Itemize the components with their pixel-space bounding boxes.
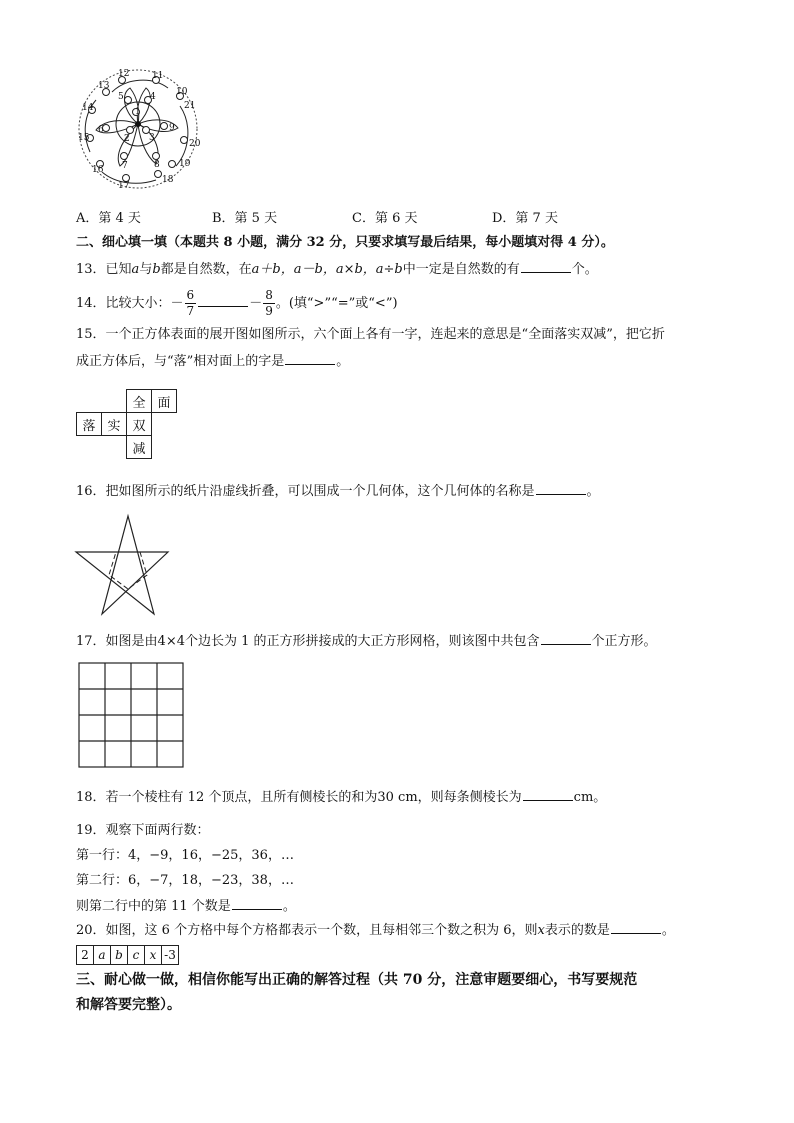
wheel-label-9: 9	[169, 123, 175, 133]
wheel-label-17: 17	[118, 181, 130, 191]
cube-face-mian: 面	[152, 390, 177, 413]
q13-post: 个。	[571, 262, 598, 277]
q20-post: 。	[661, 923, 675, 938]
q15-line2-post: 。	[336, 354, 350, 369]
q13	[76, 260, 598, 279]
q20-cell-4: c	[128, 946, 145, 965]
q19-ask	[76, 897, 296, 916]
wheel-label-7: 7	[122, 161, 128, 171]
choice-c: C．第 6 天	[352, 211, 418, 226]
wheel-label-21: 21	[184, 101, 196, 111]
section2-heading: 二、细心填一填（本题共 8 小题，满分 32 分，只要求填写最后结果，每小题填对得 4 分）。	[76, 235, 614, 250]
wheel-label-5: 5	[118, 92, 124, 102]
q20-cell-3: b	[111, 946, 128, 965]
wheel-label-11: 11	[152, 71, 164, 81]
q20	[76, 921, 675, 940]
q19-row2: 第二行：6，−7，18，−23，38，…	[76, 873, 294, 888]
q16-pre: 16．把如图所示的纸片沿虚线折叠，可以围成一个几何体，这个几何体的名称是	[76, 484, 535, 499]
q14-denominator-1: 7	[186, 304, 195, 318]
wheel-label-1: 1	[135, 107, 141, 117]
choice-d: D．第 7 天	[492, 211, 558, 226]
cube-face-luo: 落	[77, 413, 102, 436]
q20-var-x: x	[537, 923, 545, 938]
cube-face-jian: 减	[127, 436, 152, 459]
section3-line2: 和解答要完整）。	[76, 997, 181, 1013]
grid-4x4-diagram	[78, 662, 186, 770]
cube-face-quan: 全	[127, 390, 152, 413]
wheel-label-3: 3	[149, 133, 155, 143]
wheel-label-6: 6	[98, 125, 104, 135]
cube-face-shi: 实	[102, 413, 127, 436]
q17-expr: 4×4	[157, 634, 185, 649]
q15-line2	[76, 352, 349, 371]
q14-post: 。(填“>”“=”或“<”)	[275, 296, 398, 311]
q16	[76, 482, 600, 501]
q17-answer-blank[interactable]	[541, 632, 591, 645]
choice-b: B．第 5 天	[212, 211, 278, 226]
q14	[76, 286, 398, 322]
q15-line2-pre: 成正方体后，与“落”相对面上的字是	[76, 354, 285, 369]
q17-post: 个正方形。	[591, 634, 657, 649]
q20-cell-5: x	[145, 946, 162, 965]
q17-mid: 个边长为 1 的正方形拼接成的大正方形网格，则该图中共包含	[184, 634, 540, 649]
q16-post: 。	[586, 484, 600, 499]
cube-net	[76, 389, 177, 459]
q20-cell-6: -3	[162, 946, 179, 965]
q14-mid: －	[249, 296, 263, 311]
q13-mid3: 中一定是自然数的有	[402, 262, 520, 277]
q14-answer-blank[interactable]	[198, 294, 248, 307]
wheel-label-18: 18	[162, 175, 174, 185]
q18	[76, 788, 606, 807]
q20-mid: 表示的数是	[544, 923, 610, 938]
q17-pre: 17．如图是由	[76, 634, 158, 649]
wheel-label-19: 19	[179, 159, 191, 169]
q18-pre: 18．若一个棱柱有 12 个顶点，且所有侧棱长的和为	[76, 790, 378, 805]
q19-ask-post: 。	[282, 899, 296, 914]
wheel-label-8: 8	[154, 160, 160, 170]
q19-row1: 第一行：4，−9，16，−25，36，…	[76, 848, 294, 863]
q14-fraction-1	[185, 288, 197, 319]
q17	[76, 632, 657, 651]
q20-sequence-table	[76, 945, 179, 965]
wheel-label-2: 2	[124, 134, 130, 144]
wheel-label-14: 14	[82, 103, 94, 113]
q18-value: 30 cm	[377, 790, 418, 805]
q20-pre: 20．如图，这 6 个方格中每个方格都表示一个数，且每相邻三个数之积为 6，则	[76, 923, 538, 938]
wheel-label-20: 20	[189, 139, 201, 149]
wheel-label-4: 4	[150, 92, 156, 102]
q13-mid1: 与	[139, 262, 153, 277]
q14-numerator-2: 8	[265, 288, 273, 302]
q14-fraction-2	[263, 288, 275, 319]
q14-numerator-1: 6	[186, 288, 195, 302]
q13-var-b: b	[152, 262, 161, 277]
q14-denominator-2: 9	[265, 304, 273, 318]
q13-answer-blank[interactable]	[521, 260, 571, 273]
q19-answer-blank[interactable]	[232, 897, 282, 910]
choice-a: A．第 4 天	[76, 211, 141, 226]
q13-var-a: a	[131, 262, 140, 277]
q18-answer-blank[interactable]	[523, 788, 573, 801]
q19-title: 19．观察下面两行数：	[76, 823, 210, 838]
q13-exprs: a＋b，a－b，a×b，a÷b	[251, 262, 403, 277]
q14-pre: 14．比较大小：－	[76, 296, 184, 311]
cube-face-shuang: 双	[127, 413, 152, 436]
q18-post: cm。	[573, 790, 607, 805]
wheel-label-13: 13	[98, 81, 110, 91]
q19-ask-pre: 则第二行中的第 11 个数是	[76, 899, 231, 914]
section3-line1: 三、耐心做一做，相信你能写出正确的解答过程（共 70 分，注意审题要细心，书写要规范	[76, 972, 638, 988]
wheel-label-16: 16	[92, 165, 104, 175]
wheel-label-12: 12	[118, 69, 130, 79]
q13-mid2: 都是自然数，在	[160, 262, 252, 277]
wheel-label-15: 15	[78, 133, 90, 143]
star-net-diagram	[72, 512, 188, 618]
q16-answer-blank[interactable]	[536, 482, 586, 495]
q20-cell-1: 2	[77, 946, 94, 965]
q20-cell-2: a	[94, 946, 111, 965]
q20-answer-blank[interactable]	[611, 921, 661, 934]
q18-mid: ，则每条侧棱长为	[417, 790, 522, 805]
q13-pre: 13．已知	[76, 262, 132, 277]
q15-line1: 15．一个正方体表面的展开图如图所示，六个面上各有一字，连起来的意思是“全面落实双减”，把它折	[76, 327, 665, 342]
q15-answer-blank[interactable]	[285, 352, 335, 365]
wheel-label-10: 10	[176, 87, 188, 97]
wheel-diagram	[72, 68, 207, 192]
